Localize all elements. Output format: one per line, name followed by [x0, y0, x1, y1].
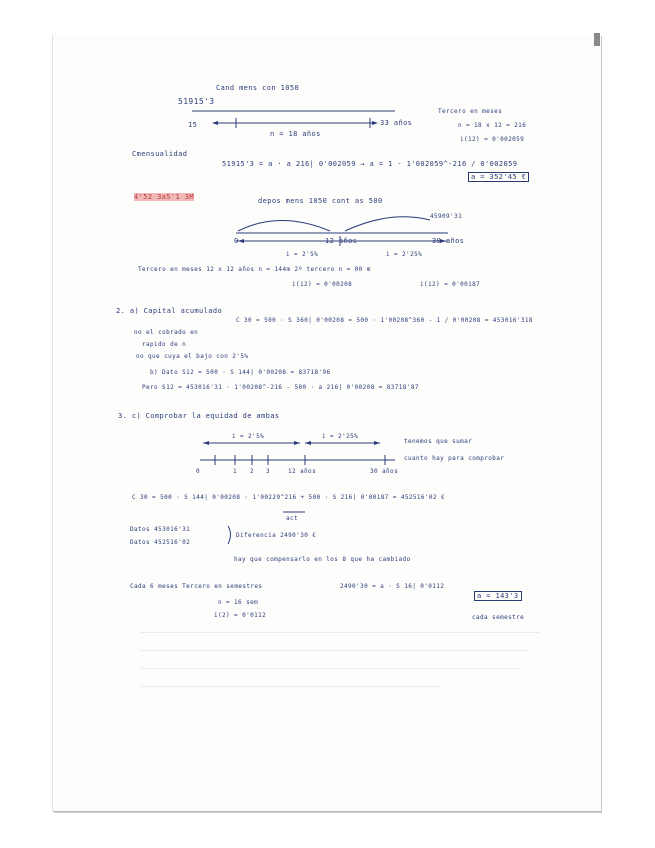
section3-eq-c: C 30 = 500 · S 144| 0'00208 · 1'00229^216 + 500 · S 216| 0'00187 = 452516'02 €: [132, 494, 445, 501]
timeline-30: 30 años: [370, 468, 399, 475]
final-label: Cada 6 meses Tercero en semestres: [130, 583, 263, 590]
right-n: n = 18 x 12 = 216: [458, 122, 527, 129]
note-a1: no el cobrado en: [134, 329, 199, 336]
timeline-2: 2: [250, 468, 255, 475]
axis2-mid: 12 años: [325, 237, 358, 245]
note-right2: cuanto hay para comprobar: [404, 455, 505, 462]
note-a2: rapido de n: [142, 341, 187, 348]
axis-start: 15: [188, 121, 198, 129]
diff-label2: Datos 452516'02: [130, 539, 191, 546]
final-eq: 2490'30 = a · S 16| 0'0112: [340, 583, 445, 590]
axis-end: 33 años: [380, 119, 413, 127]
right-title: Tercero en meses: [438, 108, 503, 115]
timeline-0: 0: [196, 468, 201, 475]
rate2: i = 2'25%: [386, 251, 423, 258]
rate-i1: i(12) = 0'00208: [292, 281, 353, 288]
section2-eq-a: C 30 = 500 · S 360| 0'00208 = 500 · 1'00208^360 - 1 / 0'00208 = 453016'318: [236, 317, 533, 324]
section2-label-b: b) Dato S12 = 500 · S 144| 0'00208 = 83718'96: [150, 369, 331, 376]
axis2-start: 0: [234, 237, 239, 245]
axis-mid: n = 18 años: [270, 130, 321, 138]
timeline-rate1: i = 2'5%: [232, 433, 265, 440]
diff-result: Diferencia 2490'30 €: [236, 532, 317, 539]
timeline-12: 12 años: [288, 468, 317, 475]
timeline-rate2: i = 2'25%: [322, 433, 359, 440]
right-i: i(12) = 0'002059: [460, 136, 525, 143]
section1-heading: Cand mens con 1050: [216, 84, 300, 92]
axis2-right-value: 45909'31: [430, 213, 463, 220]
final-note: cada semestre: [472, 614, 525, 621]
highlight-note: 4'52 3a5'1 3M: [134, 193, 194, 201]
ghost-line: [140, 632, 540, 633]
final-result-box: a = 143'3: [474, 591, 522, 601]
rate1: i = 2'5%: [286, 251, 319, 258]
note-a3: no que cuya el bajo con 2'5%: [136, 353, 249, 360]
ghost-line: [140, 686, 440, 687]
section2-label-a: 2. a) Capital acumulado: [116, 307, 223, 315]
section3-label-c: 3. c) Comprobar la equidad de ambas: [118, 412, 280, 420]
subtitle: Cmensualidad: [132, 150, 188, 158]
amount-left: 51915'3: [178, 97, 215, 106]
final-i: i(2) = 0'0112: [214, 612, 267, 619]
calc-line: Tercero en meses 12 x 12 años n = 144m 2º tercero n = 00 m: [138, 266, 371, 273]
final-n: n = 16 sem: [218, 599, 259, 606]
axis2-end: 30 años: [432, 237, 465, 245]
ghost-line: [140, 650, 530, 651]
rate-i2: i(12) = 0'00187: [420, 281, 481, 288]
section2-eq-b: Pero S12 = 453016'31 · 1'00208^-216 - 500 · a 216| 0'00208 = 83718'87: [142, 384, 419, 391]
deposit-label: depos mens 1050 cont as 500: [258, 197, 383, 205]
timeline-1: 1: [233, 468, 238, 475]
result-box: a = 352'45 €: [468, 172, 529, 182]
equation: 51915'3 = a · a 216| 0'002059 → a = 1 - 1'002059^-216 / 0'002059: [222, 160, 518, 168]
diff-note: hay que compensarlo en los 8 que ha cambiado: [234, 556, 411, 563]
diff-label1: Datos 453016'31: [130, 526, 191, 533]
timeline-3: 3: [266, 468, 271, 475]
note-right1: tenemos que sumar: [404, 438, 473, 445]
under-act: act: [286, 515, 299, 522]
ghost-line: [140, 668, 520, 669]
